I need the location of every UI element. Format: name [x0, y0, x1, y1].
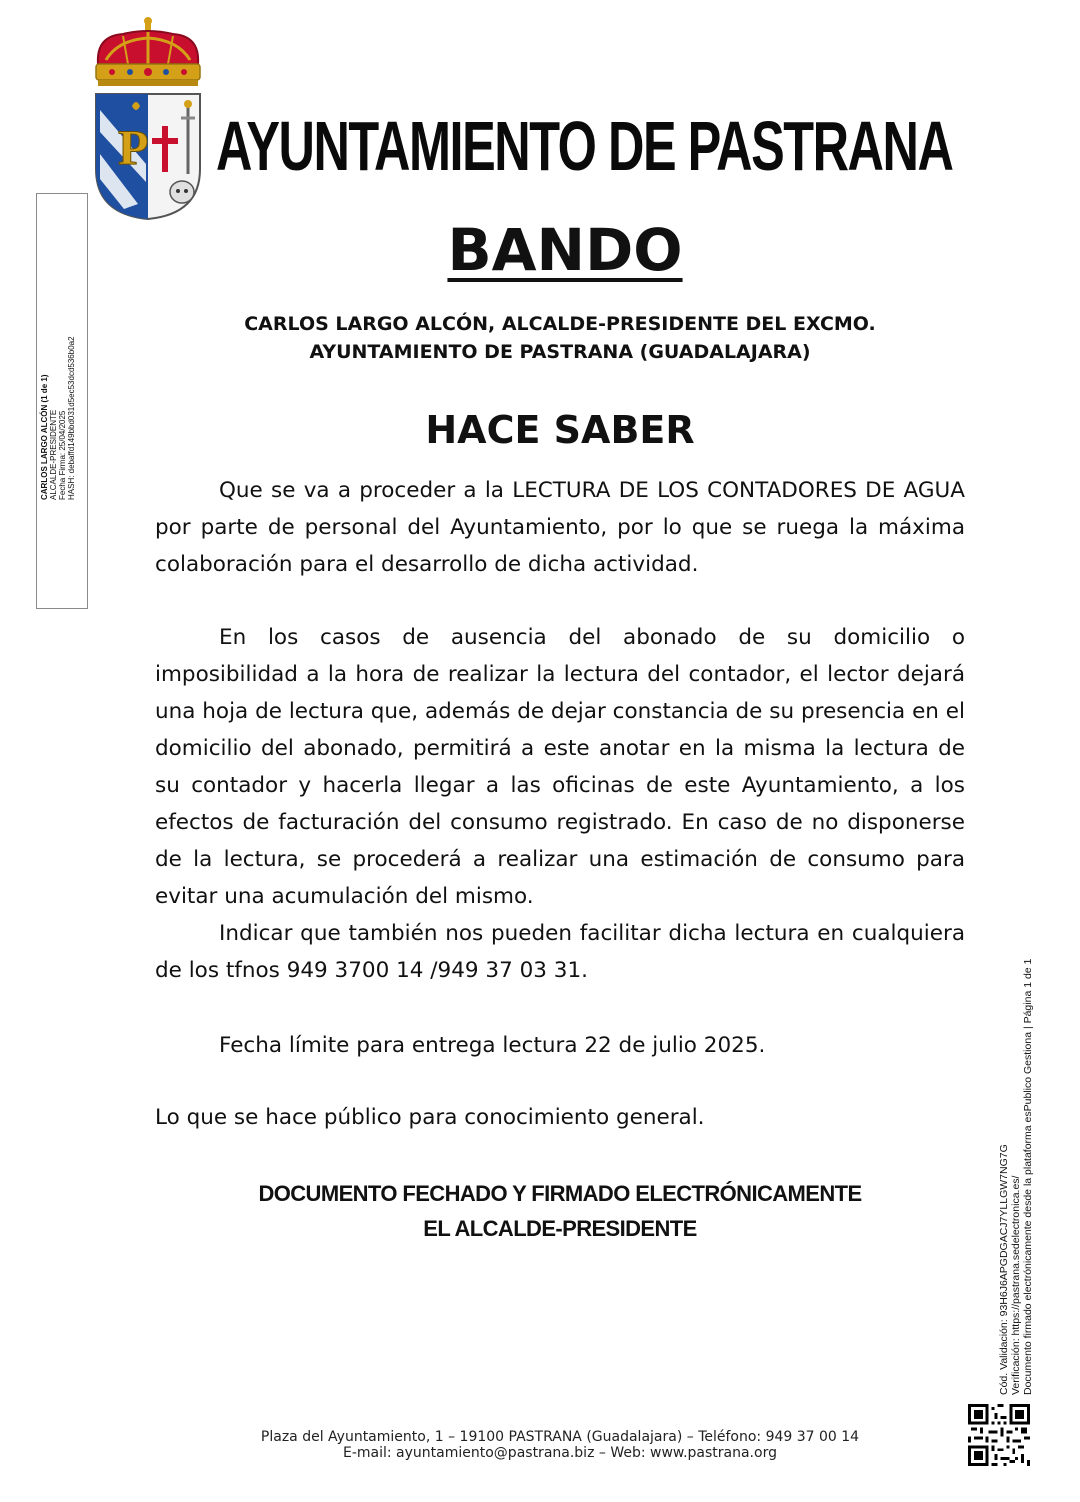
footer-contact: E-mail: ayuntamiento@pastrana.biz – Web: www.pastrana.org [343, 1445, 777, 1461]
signature-line-2: EL ALCALDE-PRESIDENTE [423, 1216, 697, 1241]
stamp-date: Fecha Firma: 25/04/2025 [58, 410, 67, 500]
stamp-hash: HASH: debaffd149bbd031d5ec53dcd536b0a2 [67, 336, 76, 500]
validation-code: Cód. Validación: 93H6J6APGDGACJ7YLLGW7NG7G [998, 1144, 1010, 1395]
signature-line-1: DOCUMENTO FECHADO Y FIRMADO ELECTRÓNICAMENTE [258, 1181, 862, 1206]
svg-text:P: P [118, 119, 149, 175]
paragraph-deadline: Fecha límite para entrega lectura 22 de julio 2025. [219, 1033, 766, 1058]
author-line-1: CARLOS LARGO ALCÓN, ALCALDE-PRESIDENTE DEL EXCMO. [244, 313, 876, 335]
signature-block [140, 1176, 980, 1246]
validation-url[interactable]: Verificación: https://pastrana.sedelectronica.es/ [1010, 1175, 1022, 1395]
proclamation-heading: HACE SABER [425, 408, 695, 452]
validation-note: Documento firmado electrónicamente desde la plataforma esPublico Gestiona | Página 1 de 1 [1022, 958, 1034, 1395]
author-line-2: AYUNTAMIENTO DE PASTRANA (GUADALAJARA) [309, 341, 811, 363]
paragraph-reading-notice: Que se va a proceder a la LECTURA DE LOS CONTADORES DE AGUA por parte de personal del Ayuntamiento, por lo que se ruega la máxima colaboración para el desarrollo de dicha actividad. [155, 478, 965, 577]
coat-of-arms-icon [88, 14, 208, 224]
stamp-signer: CARLOS LARGO ALCÓN (1 de 1) [40, 374, 49, 500]
paragraph-phones: Indicar que también nos pueden facilitar dicha lectura en cualquiera de los tfnos 949 3700 14 /949 37 03 31. [155, 921, 965, 983]
qr-code-icon [968, 1404, 1030, 1466]
author-block [140, 310, 980, 366]
paragraph-absence: En los casos de ausencia del abonado de su domicilio o imposibilidad a la hora de realizar la lectura del contador, el lector dejará una hoja de lectura que, además de dejar constancia de su presencia en el domicilio del abonado, permitirá a este anotar en la misma la lectura de su contador y hacerla llegar a las oficinas de este Ayuntamiento, a los efectos de facturación del consumo registrado. En caso de no disponerse de la lectura, se procederá a realizar una estimación de consumo para evitar una acumulación del mismo. [155, 625, 965, 909]
stamp-role: ALCALDE-PRESIDENTE [49, 409, 58, 500]
paragraph-closing: Lo que se hace público para conocimiento general. [155, 1105, 705, 1130]
footer [160, 1429, 960, 1461]
document-type-heading: BANDO [447, 216, 683, 284]
footer-address: Plaza del Ayuntamiento, 1 – 19100 PASTRANA (Guadalajara) – Teléfono: 949 37 00 14 [260, 1429, 860, 1445]
organization-title: AYUNTAMIENTO DE PASTRANA [216, 107, 953, 185]
